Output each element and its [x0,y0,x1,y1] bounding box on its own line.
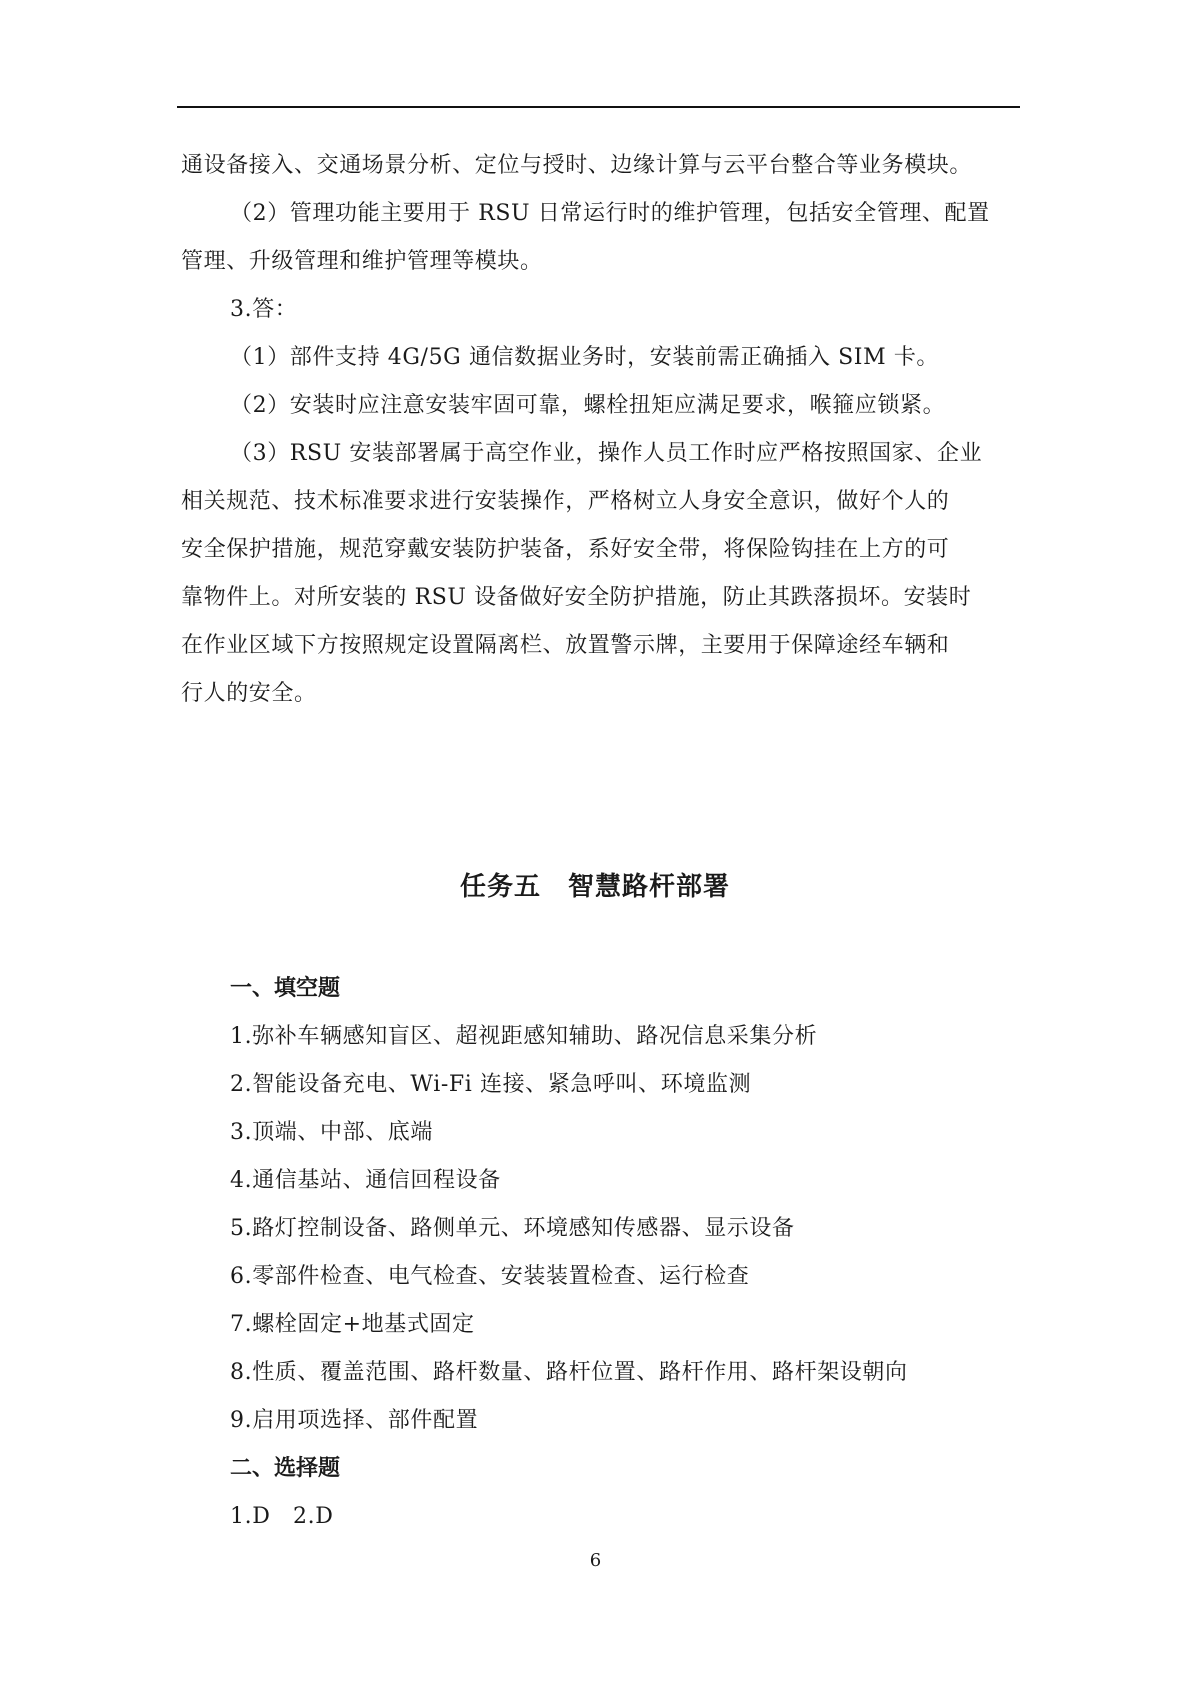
answer-item: （3）RSU 安装部署属于高空作业，操作人员工作时应严格按照国家、企业 [230,441,983,466]
list-item: 3.顶端、中部、底端 [230,1120,433,1145]
fill-blank-heading: 一、填空题 [230,976,341,1001]
list-item: 6.零部件检查、电气检查、安装装置检查、运行检查 [230,1264,750,1289]
paragraph-line: （2）管理功能主要用于 RSU 日常运行时的维护管理，包括安全管理、配置 [230,201,990,226]
list-item: 5.路灯控制设备、路侧单元、环境感知传感器、显示设备 [230,1216,795,1241]
paragraph-line: 安全保护措施，规范穿戴安装防护装备，系好安全带，将保险钩挂在上方的可 [181,537,950,562]
question-label: 3.答： [230,297,298,322]
answer-item: （1）部件支持 4G/5G 通信数据业务时，安装前需正确插入 SIM 卡。 [230,345,940,370]
list-item: 7.螺栓固定+地基式固定 [230,1312,475,1337]
header-rule [177,106,1020,108]
paragraph-line: 行人的安全。 [181,681,317,706]
paragraph-line: 相关规范、技术标准要求进行安装操作，严格树立人身安全意识，做好个人的 [181,489,950,514]
task-title: 任务五 智慧路杆部署 [460,872,731,902]
answer-item: （2）安装时应注意安装牢固可靠，螺栓扭矩应满足要求，喉箍应锁紧。 [230,393,946,418]
paragraph-line: 在作业区域下方按照规定设置隔离栏、放置警示牌，主要用于保障途经车辆和 [181,633,950,658]
list-item: 9.启用项选择、部件配置 [230,1408,479,1433]
list-item: 2.智能设备充电、Wi-Fi 连接、紧急呼叫、环境监测 [230,1072,752,1097]
list-item: 4.通信基站、通信回程设备 [230,1168,501,1193]
list-item: 8.性质、覆盖范围、路杆数量、路杆位置、路杆作用、路杆架设朝向 [230,1360,908,1385]
list-item: 1.弥补车辆感知盲区、超视距感知辅助、路况信息采集分析 [230,1024,818,1049]
choice-answers: 1.D 2.D [230,1504,334,1529]
paragraph-line: 管理、升级管理和维护管理等模块。 [181,249,543,274]
paragraph-line: 靠物件上。对所安装的 RSU 设备做好安全防护措施，防止其跌落损坏。安装时 [181,585,972,610]
choice-heading: 二、选择题 [230,1456,341,1481]
paragraph-line: 通设备接入、交通场景分析、定位与授时、边缘计算与云平台整合等业务模块。 [181,153,973,178]
page-number: 6 [589,1550,602,1571]
